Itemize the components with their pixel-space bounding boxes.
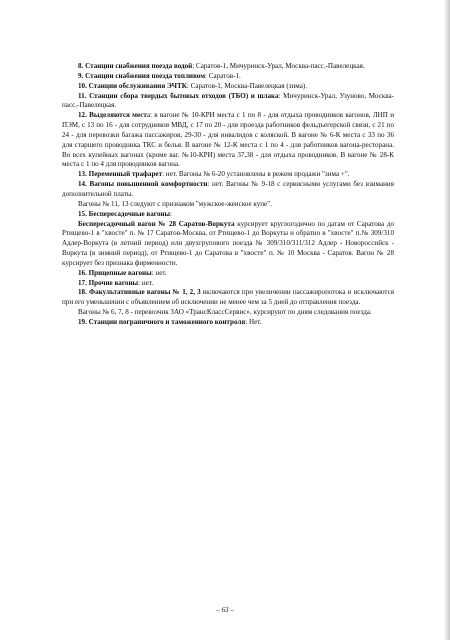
item-service-stations: 10. Станции обслуживания ЭЧТК: Саратов-1, Москва-Павелецкая (зима). bbox=[78, 81, 308, 90]
item-through-car-28: Беспересадочный вагон № 28 Саратов-Воркута курсирует круглогодично по датам от Саратова до Ртищево-1 в "хвосте" п. № 17 Саратов-Москва, от Ртищево-1 до Воркуты и обратно в "хвосте" п.№ 309/310 Адлер-Воркута (в летний период) или двухгрупового поезда № 309/310/311/312 Адлер - Новороссийск - Воркута (в зимний период), от Ртищево-1 до Саратова в "хвосте" п. № 10 Москва - Саратов. Вагон № 28 курсирует без признака фирменности. bbox=[62, 219, 394, 267]
item-comfort-cars: 14. Вагоны повышенной комфортности: нет. Вагоны № 9-18 с сервисными услугами без взимания дополнительной платы. bbox=[62, 180, 394, 198]
item-allocated-seats: 12. Выделяются места: в вагоне № 10-КРИ места с 1 по 8 - для отдыха проводников вагонов, ЛНП и ПЭМ, с 13 по 16 - для сотрудников МВД, с 17 по 20 - для проезда работников фельдъегерской связи, с 21 по 24 - для перевозки багажа пассажиров, 29-30 - для инвалидов с коляской. В вагоне № 6-К места с 33 по 36 для старшего проводника ТКС и белья. В вагоне № 12-К места с 1 по 4 - для работников вагона-ресторана. Во всех купейных вагонах (кроме ваг. №10-КРИ) места 37,38 - для отдыха проводников. В вагоне № 28-К места с 1 по 4 для проводников вагона. bbox=[62, 111, 395, 169]
document-body bbox=[62, 62, 394, 328]
item-comfort-cars-note: Вагоны № 11, 13 следуют с признаком "мужское-женское купе". bbox=[78, 199, 272, 208]
item-fuel-stations: 9. Станции снабжения поезда топливом: Саратов-1. bbox=[78, 71, 241, 80]
item-waste-stations: 11. Станции сбора твердых бытовых отходов (ТБО) и шлака: Мичуринск-Урал, Узуново, Москва-пасс.-Павелецкая. bbox=[62, 91, 394, 110]
item-border-control: 19. Станции пограничного и таможенного контроля: Нет. bbox=[78, 317, 262, 326]
item-other-cars: 17. Прочие вагоны: нет. bbox=[78, 278, 154, 287]
item-trailer-cars: 16. Прицепные вагоны: нет. bbox=[78, 268, 167, 277]
item-optional-cars-note: Вагоны № 6, 7, 8 - перевозчик ЗАО «ТрансКлассСервис», курсируют по дням следования поезда. bbox=[78, 308, 372, 317]
item-through-cars: 15. Беспересадочные вагоны: bbox=[78, 209, 172, 218]
item-variable-stencil: 13. Переменный трафарет: нет. Вагоны № 6-20 установлены в режим продажи "зима +". bbox=[78, 170, 350, 179]
item-water-stations: 8. Станции снабжения поезда водой: Саратов-1, Мичуринск-Урал, Москва-пасс.-Павелецкая. bbox=[78, 62, 365, 70]
item-optional-cars: 18. Факультативные вагоны № 1, 2, 3 включаются при увеличении пассажиропотока и исключаются при его уменьшении с объявлением об исключении не менее чем за 5 дней до отправления поезда. bbox=[62, 288, 394, 307]
page-edge-shadow bbox=[444, 0, 450, 640]
page-number: – 63 – bbox=[216, 606, 234, 614]
